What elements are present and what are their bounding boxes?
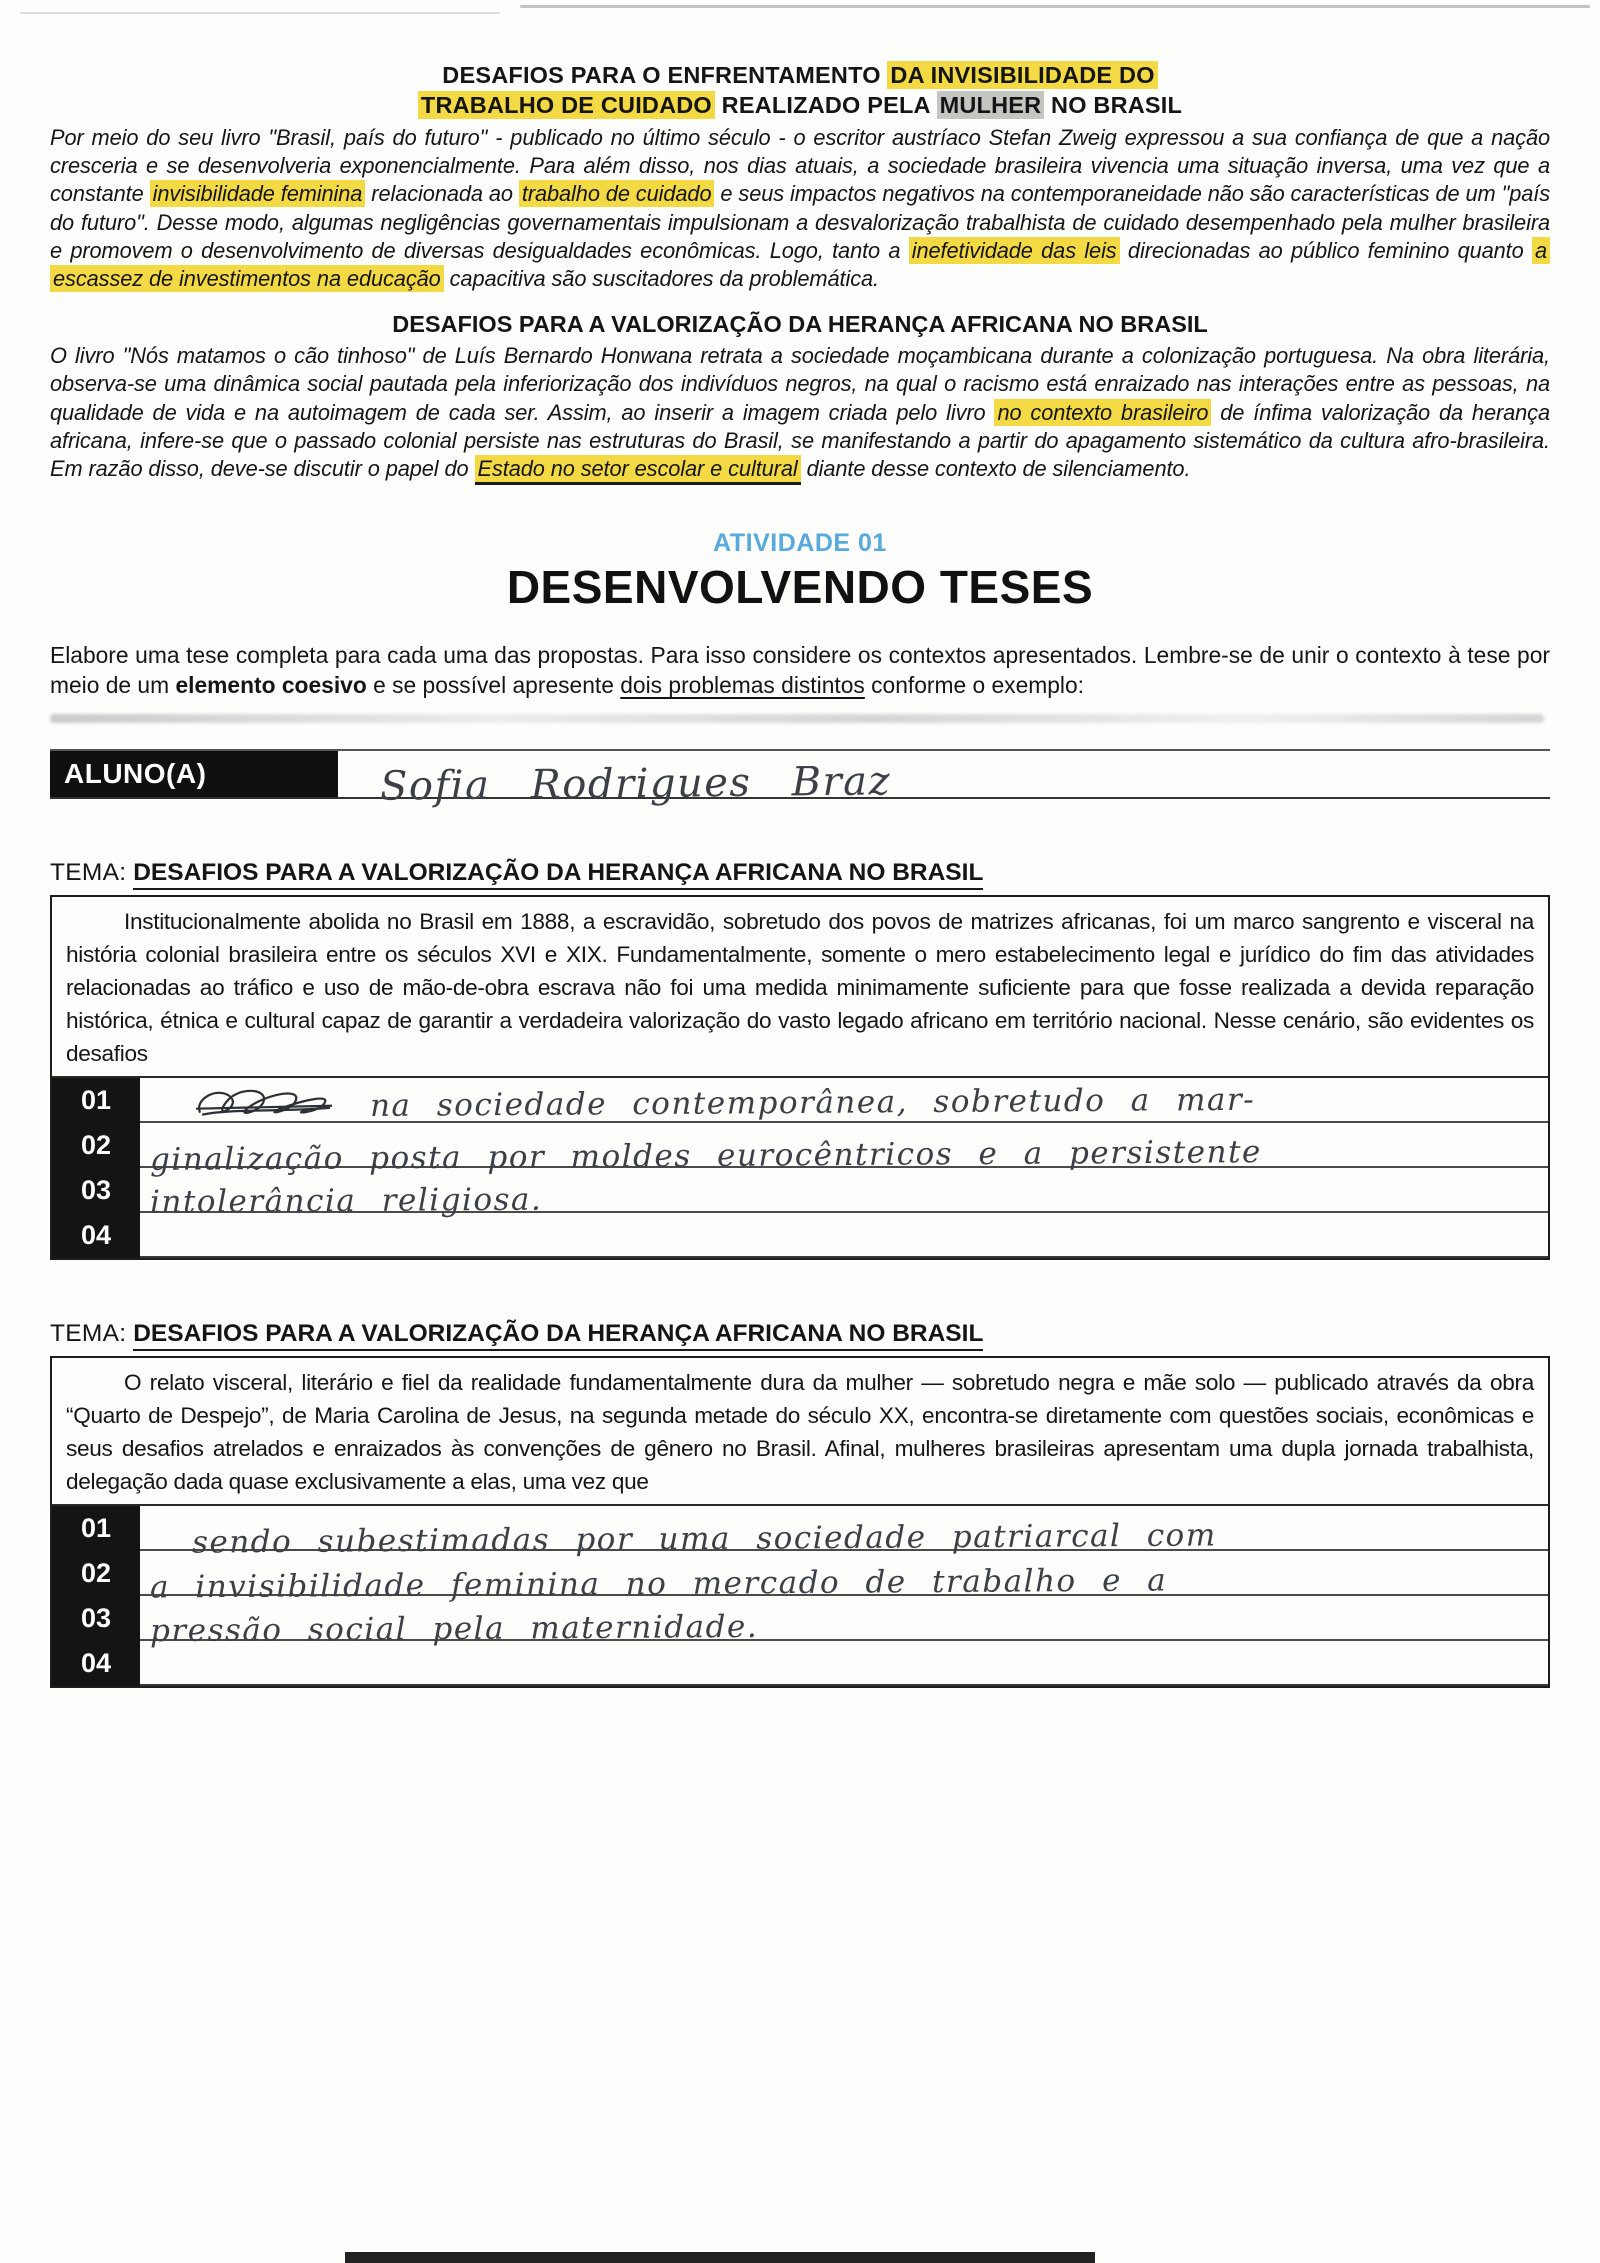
tema2-title: DESAFIOS PARA A VALORIZAÇÃO DA HERANÇA AFRICANA NO BRASIL bbox=[133, 1320, 983, 1351]
context1-paragraph: Por meio do seu livro "Brasil, país do futuro" - publicado no último século - o escritor austríaco Stefan Zweig expressou a sua confiança de que a nação cresceria e se desenvolveria exponencialmente. Para além disso, nos dias atuais, a sociedade brasileira vivencia uma situação inversa, uma vez que a constante invisibilidade feminina relacionada ao trabalho de cuidado e seus impactos negativos na contemporaneidade não são características de um "país do futuro". Desse modo, algumas negligências governamentais impulsionam a desvalorização trabalhista de cuidado desempenhado pela mulher brasileira e promovem o desenvolvimento de diversas desigualdades econômicas. Logo, tanto a inefetividade das leis direcionadas ao público feminino quanto a escassez de investimentos na educação capacitiva são suscitadores da problemática. bbox=[50, 125, 1551, 292]
tema1-context-paragraph: Institucionalmente abolida no Brasil em 1888, a escravidão, sobretudo dos povos de matrizes africanas, foi um marco sangrento e visceral na história colonial brasileira entre os séculos XVI e XIX. Fundamentalmente, somente o mero estabelecimento legal e jurídico do fim das atividades relacionadas ao tráfico e uso de mão-de-obra escrava não foi uma medida minimamente suficiente para que fosse realizada a devida reparação histórica, étnica e cultural capaz de garantir a verdadeira valorização do vasto legado africano em território nacional. Nesse cenário, são evidentes os desafios bbox=[52, 897, 1548, 1078]
scan-artifact-line bbox=[520, 5, 1590, 8]
activity-number-label: ATIVIDADE 01 bbox=[713, 529, 887, 558]
student-name-handwritten: Sofia Rodrigues Braz bbox=[379, 758, 892, 810]
tema2-heading bbox=[50, 1320, 1550, 1348]
handwritten-answer: intolerância religiosa. bbox=[149, 1181, 543, 1221]
answer-line-row bbox=[52, 1506, 1548, 1561]
tema1-box bbox=[50, 895, 1550, 1260]
context2-paragraph: O livro "Nós matamos o cão tinhoso" de Luís Bernardo Honwana retrata a sociedade moçambicana durante a colonização portuguesa. Na obra literária, observa-se uma dinâmica social pautada pela inferiorização dos indivíduos negros, na qual o racismo está enraizado nas interações entre as pessoas, na qualidade de vida e na autoimagem de cada ser. Assim, ao inserir a imagem criada pelo livro no contexto brasileiro de ínfima valorização da herança africana, infere-se que o passado colonial persiste nas estruturas do Brasil, se manifestando a partir do apagamento sistemático da cultura afro-brasileira. Em razão disso, deve-se discutir o papel do Estado no setor escolar e cultural diante desse contexto de silenciamento. bbox=[50, 342, 1550, 483]
answer-line-row bbox=[52, 1551, 1548, 1606]
tema1-heading bbox=[50, 859, 1550, 887]
answer-line-row bbox=[52, 1078, 1548, 1123]
answer-line bbox=[140, 1213, 1548, 1258]
handwritten-answer: ginalização posta por moldes eurocêntricos e a persistente bbox=[149, 1134, 1262, 1179]
context1-title-line2: TRABALHO DE CUIDADO REALIZADO PELA MULHER NO BRASIL bbox=[50, 90, 1550, 120]
answer-line-row bbox=[52, 1213, 1548, 1258]
scan-artifact-line bbox=[20, 12, 500, 14]
line-number-badge: 02 bbox=[52, 1123, 140, 1168]
tema2-label: TEMA: bbox=[50, 1320, 127, 1348]
answer-line bbox=[140, 1596, 1548, 1650]
activity-title: DESENVOLVENDO TESES bbox=[506, 561, 1094, 614]
line-number-badge: 04 bbox=[52, 1641, 140, 1686]
student-name-row bbox=[50, 749, 1550, 810]
answer-line bbox=[140, 1078, 1548, 1123]
context2-title: DESAFIOS PARA A VALORIZAÇÃO DA HERANÇA AFRICANA NO BRASIL bbox=[392, 311, 1208, 338]
line-number-badge: 01 bbox=[52, 1078, 140, 1123]
line-number-badge: 03 bbox=[52, 1596, 140, 1641]
tema1-title: DESAFIOS PARA A VALORIZAÇÃO DA HERANÇA AFRICANA NO BRASIL bbox=[133, 859, 983, 890]
answer-line-row bbox=[52, 1123, 1548, 1179]
handwritten-answer: sendo subestimadas por uma sociedade patriarcal com bbox=[191, 1517, 1217, 1561]
line-number-badge: 02 bbox=[52, 1551, 140, 1596]
activity-instructions: Elabore uma tese completa para cada uma das propostas. Para isso considere os contextos apresentados. Lembre-se de unir o contexto à tese por meio de um elemento coesivo e se possível apresente dois problemas distintos conforme o exemplo: bbox=[50, 642, 1550, 699]
handwritten-answer: pressão social pela maternidade. bbox=[149, 1609, 759, 1650]
answer-line-row bbox=[52, 1168, 1548, 1221]
context1-title-line1: DESAFIOS PARA O ENFRENTAMENTO DA INVISIBILIDADE DO bbox=[50, 60, 1550, 90]
answer-line-row bbox=[52, 1641, 1548, 1686]
tema1-label: TEMA: bbox=[50, 859, 127, 887]
answer-line bbox=[140, 1551, 1548, 1606]
answer-line bbox=[140, 1641, 1548, 1686]
answer-line-row bbox=[52, 1596, 1548, 1650]
pencil-smudge-artifact bbox=[50, 714, 1544, 723]
handwritten-answer: na sociedade contemporânea, sobretudo a mar- bbox=[192, 1078, 1256, 1133]
student-label: ALUNO(A) bbox=[50, 751, 338, 797]
line-number-badge: 01 bbox=[52, 1506, 140, 1551]
answer-line bbox=[140, 1168, 1548, 1221]
tema1-section bbox=[50, 859, 1550, 1260]
answer-line bbox=[140, 1123, 1548, 1179]
context1-title bbox=[50, 60, 1550, 120]
tema2-section bbox=[50, 1320, 1550, 1688]
tema2-box bbox=[50, 1356, 1550, 1688]
answer-line bbox=[140, 1506, 1548, 1561]
line-number-badge: 04 bbox=[52, 1213, 140, 1258]
handwritten-answer: a invisibilidade feminina no mercado de trabalho e a bbox=[149, 1562, 1168, 1606]
line-number-badge: 03 bbox=[52, 1168, 140, 1213]
scan-artifact-bottom-strip bbox=[345, 2252, 1095, 2263]
tema2-context-paragraph: O relato visceral, literário e fiel da realidade fundamentalmente dura da mulher — sobretudo negra e mãe solo — publicado através da obra “Quarto de Despejo”, de Maria Carolina de Jesus, na segunda metade do século XX, encontra-se diretamente com questões sociais, econômicas e seus desafios atrelados e enraizados às convenções de gênero no Brasil. Afinal, mulheres brasileiras apresentam uma dupla jornada trabalhista, delegação dada quase exclusivamente a elas, uma vez que bbox=[52, 1358, 1548, 1506]
